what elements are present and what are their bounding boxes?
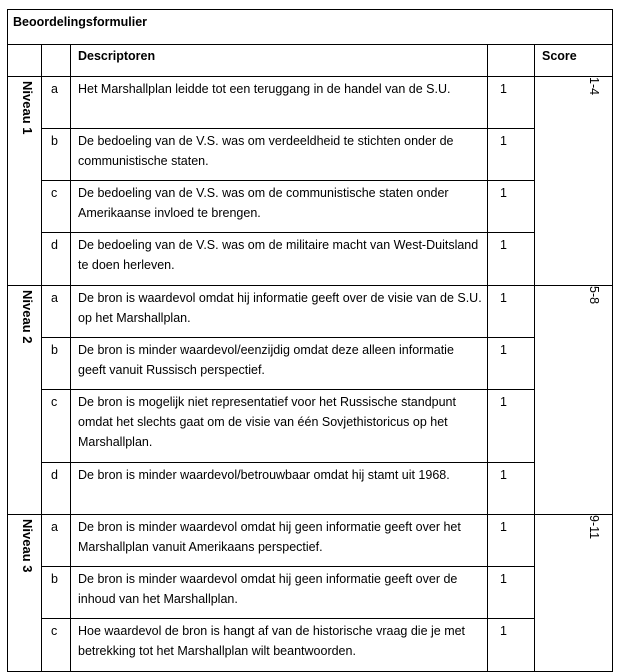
item-points: 1 (488, 463, 535, 515)
item-letter: a (42, 515, 71, 567)
level-cell (8, 515, 42, 672)
table-row (8, 463, 613, 515)
assessment-form-table (7, 9, 613, 672)
item-descriptor: De bron is mogelijk niet representatief voor het Russische standpunt omdat het slechts gaat om de visie van één Sovjethistoricus op het Marshallplan. (71, 390, 488, 463)
table-row (8, 619, 613, 672)
item-points: 1 (488, 338, 535, 390)
item-points: 1 (488, 619, 535, 672)
item-letter: b (42, 567, 71, 619)
table-row (8, 338, 613, 390)
item-points: 1 (488, 567, 535, 619)
table-row (8, 77, 613, 129)
item-descriptor: De bron is minder waardevol/eenzijdig omdat deze alleen informatie geeft vanuit Russisch perspectief. (71, 338, 488, 390)
table-row (8, 515, 613, 567)
table-row (8, 129, 613, 181)
item-descriptor: De bron is minder waardevol/betrouwbaar omdat hij stamt uit 1968. (71, 463, 488, 515)
item-points: 1 (488, 515, 535, 567)
table-row (8, 181, 613, 233)
item-letter: c (42, 619, 71, 672)
item-letter: c (42, 181, 71, 233)
table-row (8, 286, 613, 338)
level-label: Niveau 1 (20, 81, 35, 135)
score-range-label: 5-8 (587, 286, 602, 305)
title-row (8, 10, 613, 45)
score-range-cell (535, 286, 613, 515)
header-score: Score (535, 45, 613, 77)
header-descriptors: Descriptoren (71, 45, 488, 77)
item-letter: d (42, 463, 71, 515)
item-letter: a (42, 286, 71, 338)
level-cell (8, 286, 42, 515)
level-cell (8, 77, 42, 286)
header-points-cell (488, 45, 535, 77)
item-descriptor: Hoe waardevol de bron is hangt af van de historische vraag die je met betrekking tot het Marshallplan wilt beantwoorden. (71, 619, 488, 672)
item-descriptor: De bedoeling van de V.S. was om verdeeldheid te stichten onder de communistische staten. (71, 129, 488, 181)
item-points: 1 (488, 233, 535, 286)
score-range-cell (535, 515, 613, 672)
item-descriptor: De bron is waardevol omdat hij informatie geeft over de visie van de S.U. op het Marshallplan. (71, 286, 488, 338)
header-row (8, 45, 613, 77)
item-letter: c (42, 390, 71, 463)
form-title: Beoordelingsformulier (8, 10, 613, 45)
item-descriptor: Het Marshallplan leidde tot een teruggang in de handel van de S.U. (71, 77, 488, 129)
table-row (8, 233, 613, 286)
level-label: Niveau 3 (20, 519, 35, 573)
item-descriptor: De bron is minder waardevol omdat hij geen informatie geeft over de inhoud van het Marshallplan. (71, 567, 488, 619)
item-points: 1 (488, 181, 535, 233)
header-letter-cell (42, 45, 71, 77)
item-letter: b (42, 338, 71, 390)
level-label: Niveau 2 (20, 290, 35, 344)
item-descriptor: De bron is minder waardevol omdat hij geen informatie geeft over het Marshallplan vanuit Amerikaans perspectief. (71, 515, 488, 567)
score-range-label: 9-11 (587, 515, 602, 540)
item-points: 1 (488, 129, 535, 181)
score-range-label: 1-4 (587, 77, 602, 96)
item-letter: d (42, 233, 71, 286)
item-letter: a (42, 77, 71, 129)
item-points: 1 (488, 286, 535, 338)
item-descriptor: De bedoeling van de V.S. was om de militaire macht van West-Duitsland te doen herleven. (71, 233, 488, 286)
item-letter: b (42, 129, 71, 181)
item-descriptor: De bedoeling van de V.S. was om de communistische staten onder Amerikaanse invloed te brengen. (71, 181, 488, 233)
table-row (8, 567, 613, 619)
item-points: 1 (488, 77, 535, 129)
table-row (8, 390, 613, 463)
score-range-cell (535, 77, 613, 286)
level-rows (8, 77, 613, 672)
header-level-cell (8, 45, 42, 77)
item-points: 1 (488, 390, 535, 463)
